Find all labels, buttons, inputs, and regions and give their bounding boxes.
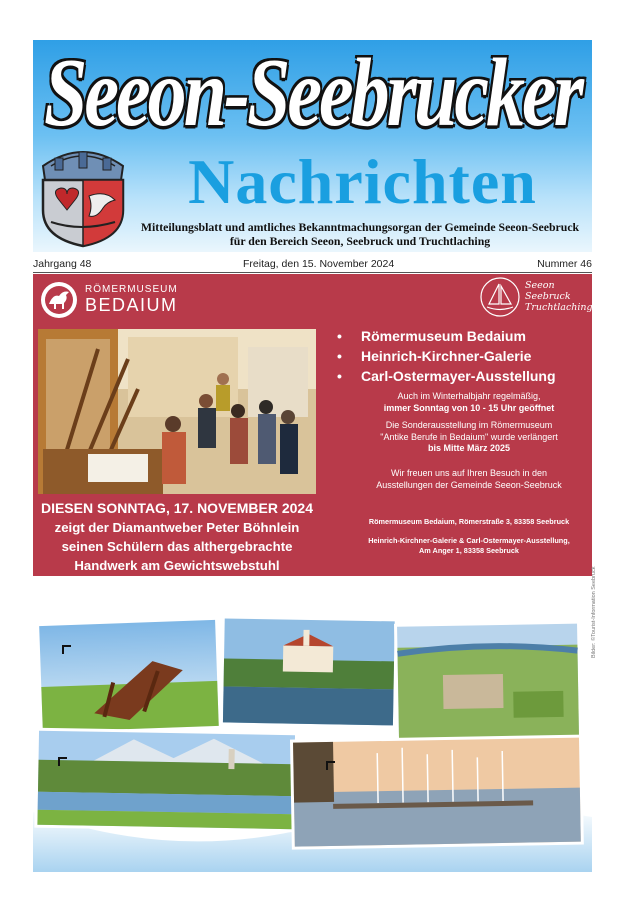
logo-text-line: Truchtlaching: [525, 302, 593, 313]
municipality-logo-text: [525, 280, 593, 313]
coat-of-arms-icon: [37, 144, 129, 248]
exhibition-list: [335, 326, 585, 386]
welcome-line: Ausstellungen der Gemeinde Seeon-Seebruck: [376, 479, 562, 490]
issue-info-line: [33, 258, 592, 272]
sunday-event-line: DIESEN SONNTAG, 17. NOVEMBER 2024: [40, 500, 314, 516]
village-mountains-photo: [34, 728, 298, 833]
special-exhibition-line: bis Mitte März 2025: [427, 443, 511, 453]
landscape-photo-collage: [33, 612, 592, 872]
museum-advertisement: [33, 274, 592, 576]
issue-number: Nummer 46: [537, 258, 592, 270]
masthead: [33, 40, 592, 252]
meadow-sculpture-photo: [36, 617, 222, 735]
museum-label-big: BEDAIUM: [85, 295, 178, 315]
subtitle-line-1: Mitteilungsblatt und amtliches Bekanntmachungsorgan der Gemeinde Seeon-Seebruck: [140, 220, 580, 234]
roman-museum-logo-icon: [39, 280, 79, 320]
monastery-lake-photo: [220, 615, 398, 728]
opening-hours-text: [351, 391, 587, 414]
museum-interior-photo: [38, 329, 316, 494]
aerial-village-photo: [394, 621, 582, 742]
opening-hours-line: Auch im Winterhalbjahr regelmäßig,: [397, 391, 541, 401]
issue-volume: Jahrgang 48: [33, 258, 92, 270]
masthead-title-main: Nachrichten: [188, 146, 537, 217]
masthead-subtitle: [128, 220, 592, 248]
sunday-event-text: [37, 499, 317, 575]
gallery-address: [351, 536, 587, 556]
sailboat-logo-icon: [479, 276, 521, 318]
sunday-event-line: seinen Schülern das althergebrachte: [61, 539, 293, 554]
museum-label-small: RÖMERMUSEUM: [85, 284, 178, 295]
logo-text-line: Seeon: [525, 280, 555, 291]
logo-text-line: Seebruck: [525, 291, 571, 302]
museum-address: Römermuseum Bedaium, Römerstraße 3, 83358 Seebruck: [368, 517, 570, 526]
gallery-address-line: Am Anger 1, 83358 Seebruck: [419, 546, 519, 555]
welcome-line: Wir freuen uns auf Ihren Besuch in den: [390, 468, 548, 478]
special-exhibition-line: "Antike Berufe in Bedaium" wurde verlängert: [380, 431, 558, 442]
marina-sunset-photo: [290, 735, 584, 850]
issue-date: Freitag, den 15. November 2024: [243, 258, 395, 270]
header-divider: [33, 272, 592, 273]
exhibition-item: • Römermuseum Bedaium: [335, 326, 585, 346]
welcome-text: [351, 468, 587, 491]
sunday-event-line: zeigt der Diamantweber Peter Böhnlein: [54, 520, 300, 535]
gallery-address-line: Heinrich-Kirchner-Galerie & Carl-Ostermayer-Ausstellung,: [368, 536, 570, 545]
sunday-event-line: Handwerk am Gewichtswebstuhl: [74, 558, 280, 573]
opening-hours-line: immer Sonntag von 10 - 15 Uhr geöffnet: [383, 402, 555, 413]
photo-credit: Bilder: ©Tourist-Information Seebruck: [591, 566, 597, 658]
special-exhibition-text: [351, 420, 587, 455]
special-exhibition-line: Die Sonderausstellung im Römermuseum: [385, 420, 553, 430]
masthead-title-top: Seeon-Seebrucker: [44, 40, 581, 146]
subtitle-line-2: für den Bereich Seeon, Seebruck und Truchtlaching: [229, 234, 491, 248]
exhibition-item: • Heinrich-Kirchner-Galerie: [335, 346, 585, 366]
exhibition-item: • Carl-Ostermayer-Ausstellung: [335, 366, 585, 386]
